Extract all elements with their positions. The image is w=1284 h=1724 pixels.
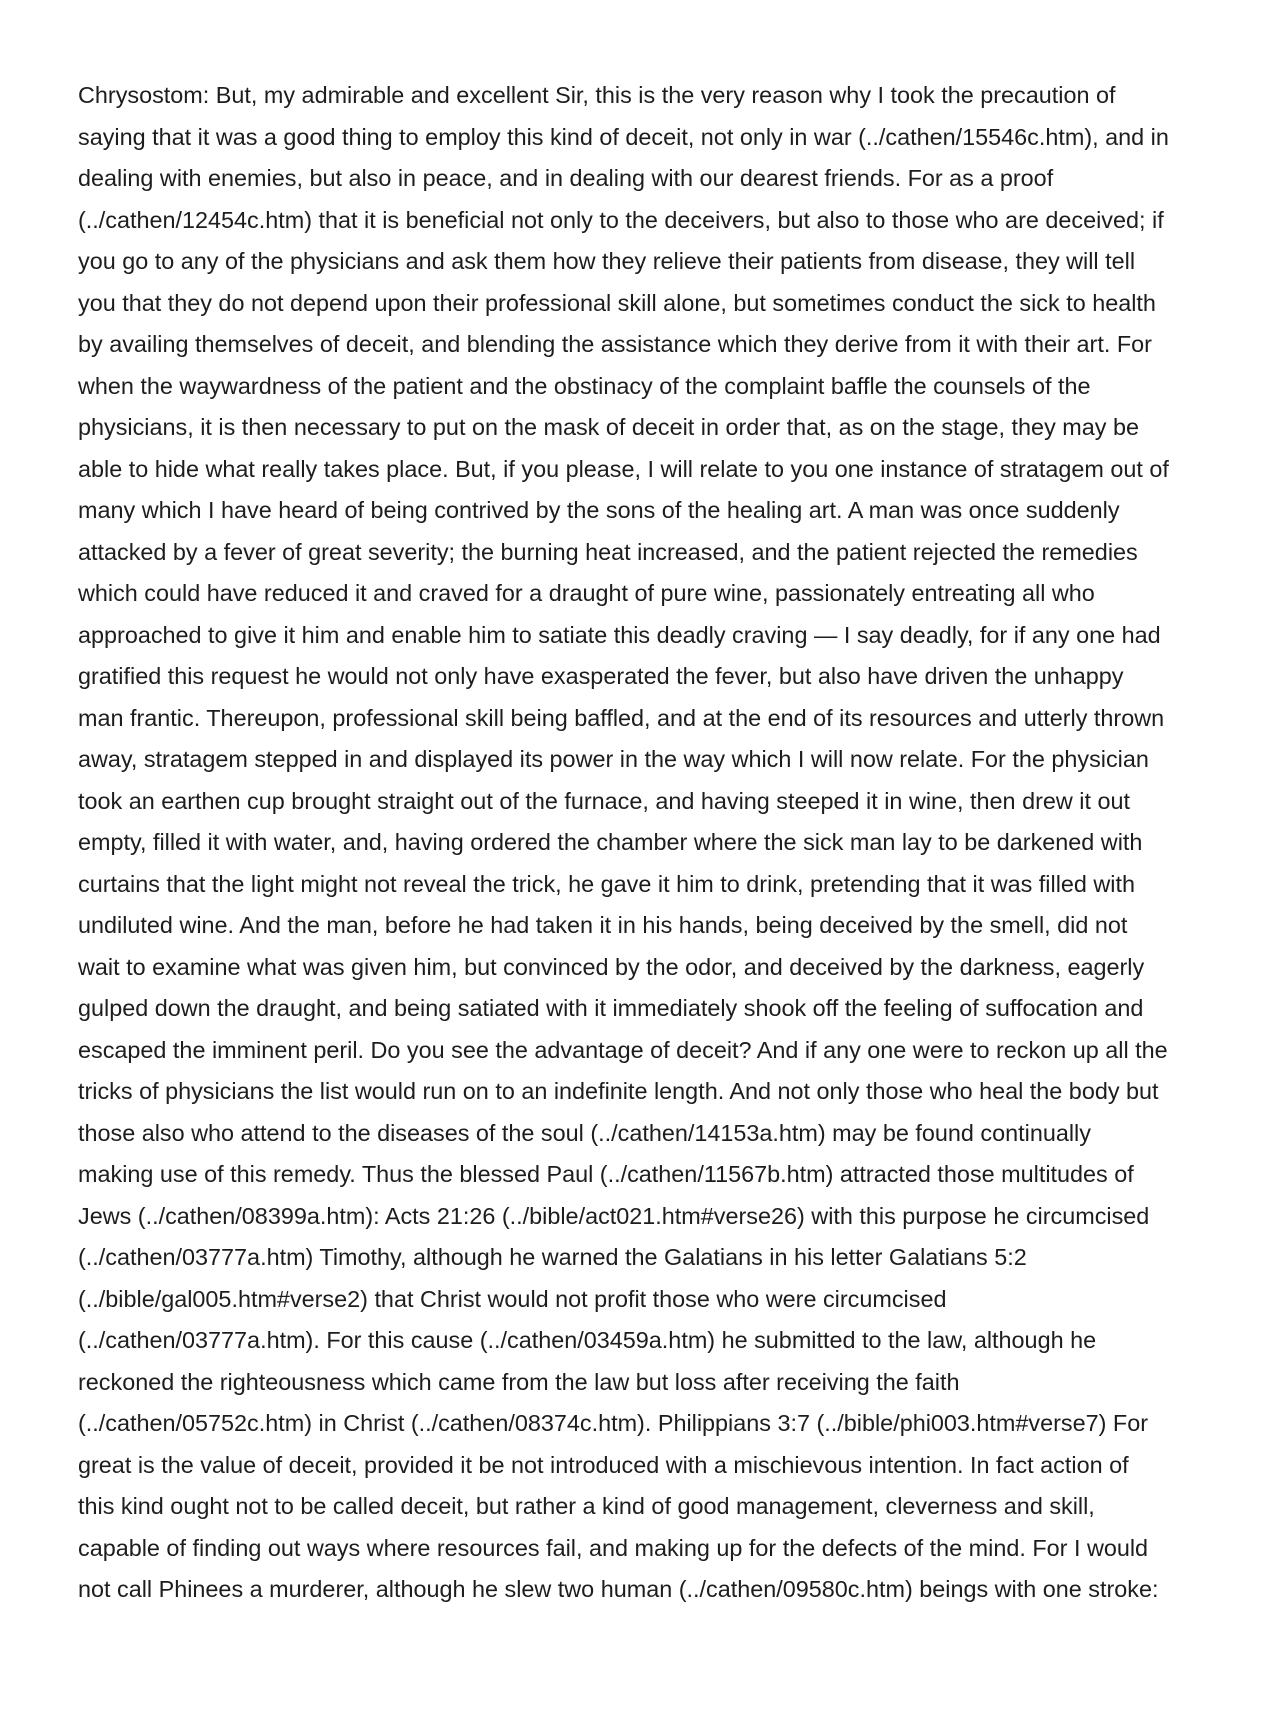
text-line: wait to examine what was given him, but convinced by the odor, and deceived by the darkness, eagerly [78, 953, 1145, 980]
text-line: escaped the imminent peril. Do you see the advantage of deceit? And if any one were to reckon up all the [78, 1036, 1168, 1063]
text-line: capable of finding out ways where resources fail, and making up for the defects of the mind. For I would [78, 1534, 1149, 1561]
text-line: you that they do not depend upon their professional skill alone, but sometimes conduct the sick to health [78, 289, 1156, 316]
text-line: gratified this request he would not only have exasperated the fever, but also have driven the unhappy [78, 663, 1124, 689]
text-line: undiluted wine. And the man, before he had taken it in his hands, being deceived by the smell, did not [78, 912, 1128, 938]
text-line: great is the value of deceit, provided it be not introduced with a mischievous intention. In fact action of [78, 1451, 1129, 1478]
text-line: curtains that the light might not reveal the trick, he gave it him to drink, pretending that it was filled with [78, 870, 1136, 897]
text-line: attacked by a fever of great severity; the burning heat increased, and the patient rejected the remedies [78, 538, 1138, 565]
text-line: dealing with enemies, but also in peace, and in dealing with our dearest friends. For as a proof [78, 165, 1054, 191]
text-line: (../cathen/05752c.htm) in Christ (../cathen/08374c.htm). Philippians 3:7 (../bible/phi003.htm#verse7) For [78, 1410, 1149, 1436]
text-line: Jews (../cathen/08399a.htm): Acts 21:26 (../bible/act021.htm#verse26) with this purpose he circumcised [78, 1202, 1150, 1229]
text-line: reckoned the righteousness which came from the law but loss after receiving the faith [78, 1368, 960, 1395]
text-line: saying that it was a good thing to employ this kind of deceit, not only in war (../cathen/15546c.htm), and in [78, 123, 1169, 150]
body-text [78, 75, 1228, 1611]
text-line: physicians, it is then necessary to put on the mask of deceit in order that, as on the stage, they may be [78, 414, 1139, 440]
text-line: those also who attend to the diseases of the soul (../cathen/14153a.htm) may be found continually [78, 1119, 1091, 1146]
text-line: able to hide what really takes place. But, if you please, I will relate to you one instance of stratagem out of [78, 455, 1169, 482]
text-line: away, stratagem stepped in and displayed its power in the way which I will now relate. For the physician [78, 746, 1149, 772]
text-line: when the waywardness of the patient and the obstinacy of the complaint baffle the counsels of the [78, 372, 1091, 399]
text-line: not call Phinees a murderer, although he slew two human (../cathen/09580c.htm) beings with one stroke: [78, 1576, 1159, 1602]
text-line: making use of this remedy. Thus the blessed Paul (../cathen/11567b.htm) attracted those multitudes of [78, 1161, 1134, 1187]
text-line: which could have reduced it and craved for a draught of pure wine, passionately entreating all who [78, 580, 1095, 606]
text-line: this kind ought not to be called deceit, but rather a kind of good management, cleverness and skill, [78, 1493, 1095, 1519]
text-line: (../cathen/03777a.htm) Timothy, although he warned the Galatians in his letter Galatians 5:2 [78, 1244, 1027, 1270]
text-line: many which I have heard of being contrived by the sons of the healing art. A man was once suddenly [78, 497, 1120, 523]
text-line: you go to any of the physicians and ask them how they relieve their patients from disease, they will tell [78, 248, 1136, 274]
text-line: by availing themselves of deceit, and blending the assistance which they derive from it with their art. For [78, 331, 1152, 357]
text-line: man frantic. Thereupon, professional skill being baffled, and at the end of its resources and utterly thrown [78, 704, 1165, 731]
text-line: gulped down the draught, and being satiated with it immediately shook off the feeling of suffocation and [78, 995, 1144, 1021]
text-line: (../bible/gal005.htm#verse2) that Christ would not profit those who were circumcised [78, 1285, 947, 1312]
text-line: Chrysostom: But, my admirable and excellent Sir, this is the very reason why I took the precaution of [78, 82, 1116, 108]
text-line: (../cathen/03777a.htm). For this cause (../cathen/03459a.htm) he submitted to the law, although he [78, 1327, 1097, 1353]
text-line: approached to give it him and enable him to satiate this deadly craving — I say deadly, for if any one had [78, 621, 1161, 648]
text-line: empty, filled it with water, and, having ordered the chamber where the sick man lay to be darkened with [78, 829, 1143, 855]
text-line: (../cathen/12454c.htm) that it is beneficial not only to the deceivers, but also to those who are deceived; if [78, 206, 1164, 233]
text-line: tricks of physicians the list would run on to an indefinite length. And not only those who heal the body but [78, 1078, 1159, 1104]
text-line: took an earthen cup brought straight out of the furnace, and having steeped it in wine, then drew it out [78, 787, 1130, 814]
